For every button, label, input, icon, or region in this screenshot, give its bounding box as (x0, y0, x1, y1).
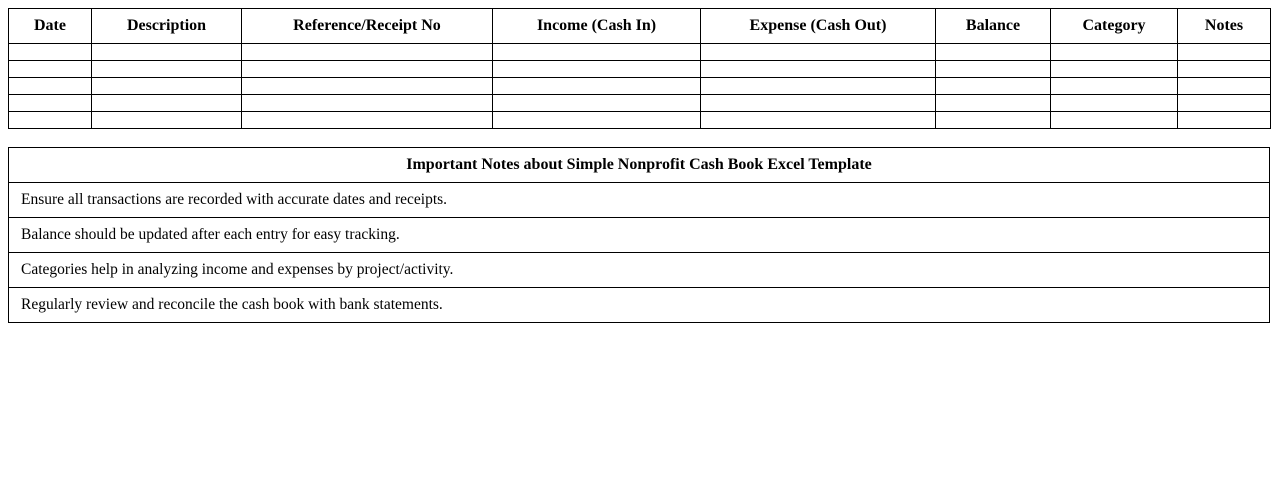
table-cell[interactable] (1178, 78, 1271, 95)
table-cell[interactable] (92, 112, 242, 129)
table-cell[interactable] (92, 78, 242, 95)
important-notes-table (8, 147, 1270, 323)
table-cell[interactable] (493, 44, 701, 61)
table-cell[interactable] (936, 95, 1051, 112)
note-item: Regularly review and reconcile the cash book with bank statements. (9, 288, 1270, 323)
table-row (9, 44, 1271, 61)
note-item: Ensure all transactions are recorded with accurate dates and receipts. (9, 183, 1270, 218)
table-cell[interactable] (493, 95, 701, 112)
table-cell[interactable] (936, 112, 1051, 129)
note-row (9, 253, 1270, 288)
table-cell[interactable] (701, 112, 936, 129)
column-header-description: Description (92, 9, 242, 44)
table-row (9, 112, 1271, 129)
table-row (9, 78, 1271, 95)
table-cell[interactable] (9, 95, 92, 112)
column-header-income: Income (Cash In) (493, 9, 701, 44)
table-cell[interactable] (701, 61, 936, 78)
table-row (9, 95, 1271, 112)
table-cell[interactable] (701, 44, 936, 61)
note-row (9, 183, 1270, 218)
table-cell[interactable] (92, 44, 242, 61)
table-header-row (9, 9, 1271, 44)
table-cell[interactable] (701, 95, 936, 112)
table-cell[interactable] (1051, 95, 1178, 112)
notes-header-row (9, 148, 1270, 183)
note-row (9, 218, 1270, 253)
table-cell[interactable] (9, 44, 92, 61)
table-cell[interactable] (493, 78, 701, 95)
table-cell[interactable] (1051, 61, 1178, 78)
column-header-notes: Notes (1178, 9, 1271, 44)
table-cell[interactable] (1178, 112, 1271, 129)
column-header-category: Category (1051, 9, 1178, 44)
table-cell[interactable] (936, 61, 1051, 78)
table-cell[interactable] (92, 61, 242, 78)
table-cell[interactable] (1178, 44, 1271, 61)
table-row (9, 61, 1271, 78)
column-header-reference: Reference/Receipt No (242, 9, 493, 44)
note-item: Categories help in analyzing income and expenses by project/activity. (9, 253, 1270, 288)
table-cell[interactable] (493, 61, 701, 78)
table-cell[interactable] (1051, 112, 1178, 129)
table-cell[interactable] (92, 95, 242, 112)
table-cell[interactable] (1051, 44, 1178, 61)
table-cell[interactable] (936, 44, 1051, 61)
table-cell[interactable] (1051, 78, 1178, 95)
table-cell[interactable] (493, 112, 701, 129)
table-cell[interactable] (9, 61, 92, 78)
table-cell[interactable] (936, 78, 1051, 95)
table-cell[interactable] (701, 78, 936, 95)
table-cell[interactable] (242, 78, 493, 95)
table-cell[interactable] (9, 78, 92, 95)
note-item: Balance should be updated after each entry for easy tracking. (9, 218, 1270, 253)
cash-book-table (8, 8, 1271, 129)
note-row (9, 288, 1270, 323)
table-cell[interactable] (1178, 61, 1271, 78)
notes-title: Important Notes about Simple Nonprofit Cash Book Excel Template (9, 148, 1270, 183)
table-cell[interactable] (242, 95, 493, 112)
column-header-expense: Expense (Cash Out) (701, 9, 936, 44)
table-cell[interactable] (1178, 95, 1271, 112)
table-cell[interactable] (242, 44, 493, 61)
table-cell[interactable] (9, 112, 92, 129)
table-cell[interactable] (242, 112, 493, 129)
column-header-date: Date (9, 9, 92, 44)
table-cell[interactable] (242, 61, 493, 78)
column-header-balance: Balance (936, 9, 1051, 44)
